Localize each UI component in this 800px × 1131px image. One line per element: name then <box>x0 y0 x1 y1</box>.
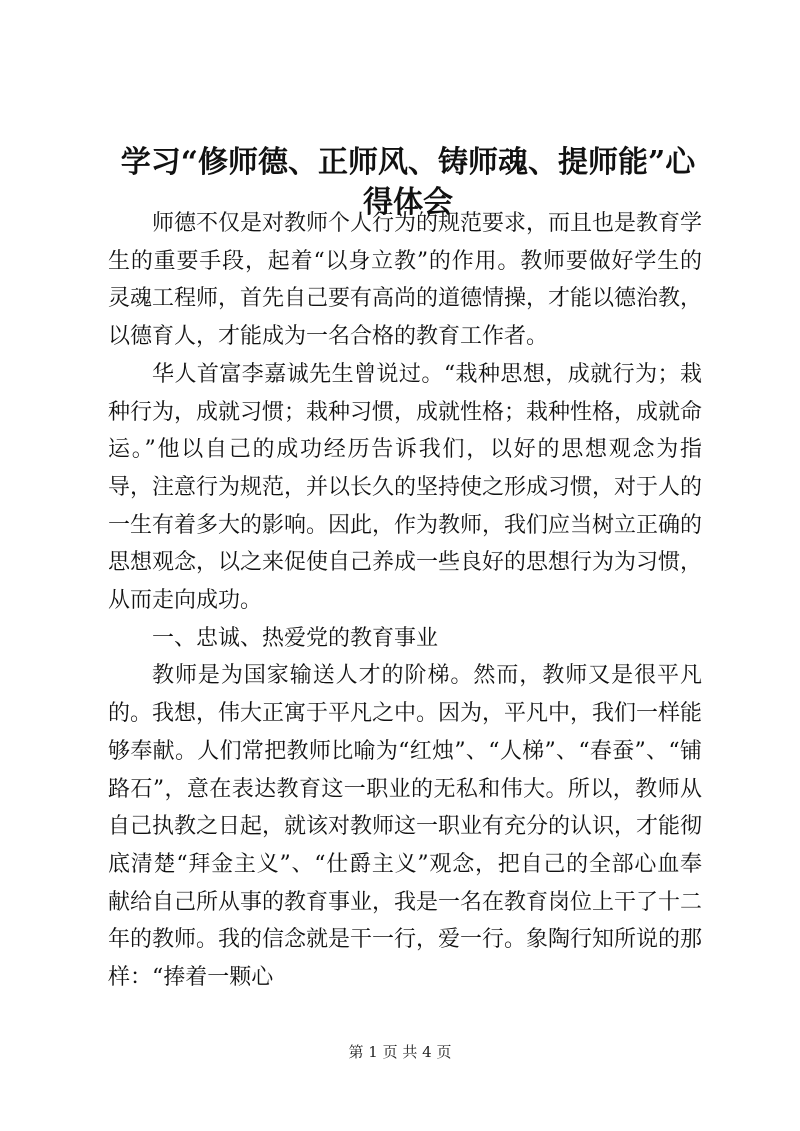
section-heading: 一、忠诚、热爱党的教育事业 <box>152 625 439 651</box>
paragraph-2: 华人首富李嘉诚先生曾说过。“栽种思想，成就行为；栽种行为，成就习惯；栽种习惯，成就性格；栽种性格，成就命运。”他以自己的成功经历告诉我们，以好的思想观念为指导，注意行为规范，并以长久的坚持使之形成习惯，对于人的一生有着多大的影响。因此，作为教师，我们应当树立正确的思想观念，以之来促使自己养成一些良好的思想行为为习惯，从而走向成功。 <box>108 361 703 614</box>
document-body <box>108 205 702 997</box>
page-number-footer: 第 1 页 共 4 页 <box>348 1043 452 1061</box>
section-paragraph: 教师是为国家输送人才的阶梯。然而，教师又是很平凡的。我想，伟大正寓于平凡之中。因为，平凡中，我们一样能够奉献。人们常把教师比喻为“红烛”、“人梯”、“春蚕”、“铺路石”，意在表达教育这一职业的无私和伟大。所以，教师从自己执教之日起，就该对教师这一职业有充分的认识，才能彻底清楚“拜金主义”、“仕爵主义”观念，把自己的全部心血奉献给自己所从事的教育事业，我是一名在教育岗位上干了十二年的教师。我的信念就是干一行，爱一行。象陶行知所说的那样：“捧着一颗心 <box>108 663 703 991</box>
paragraph-1: 师德不仅是对教师个人行为的规范要求，而且也是教育学生的重要手段，起着“以身立教”的作用。教师要做好学生的灵魂工程师，首先自己要有高尚的道德情操，才能以德治教，以德育人，才能成为一名合格的教育工作者。 <box>108 211 703 350</box>
document-title: 学习“修师德、正师风、铸师魂、提师能”心 得体会 <box>120 145 696 220</box>
